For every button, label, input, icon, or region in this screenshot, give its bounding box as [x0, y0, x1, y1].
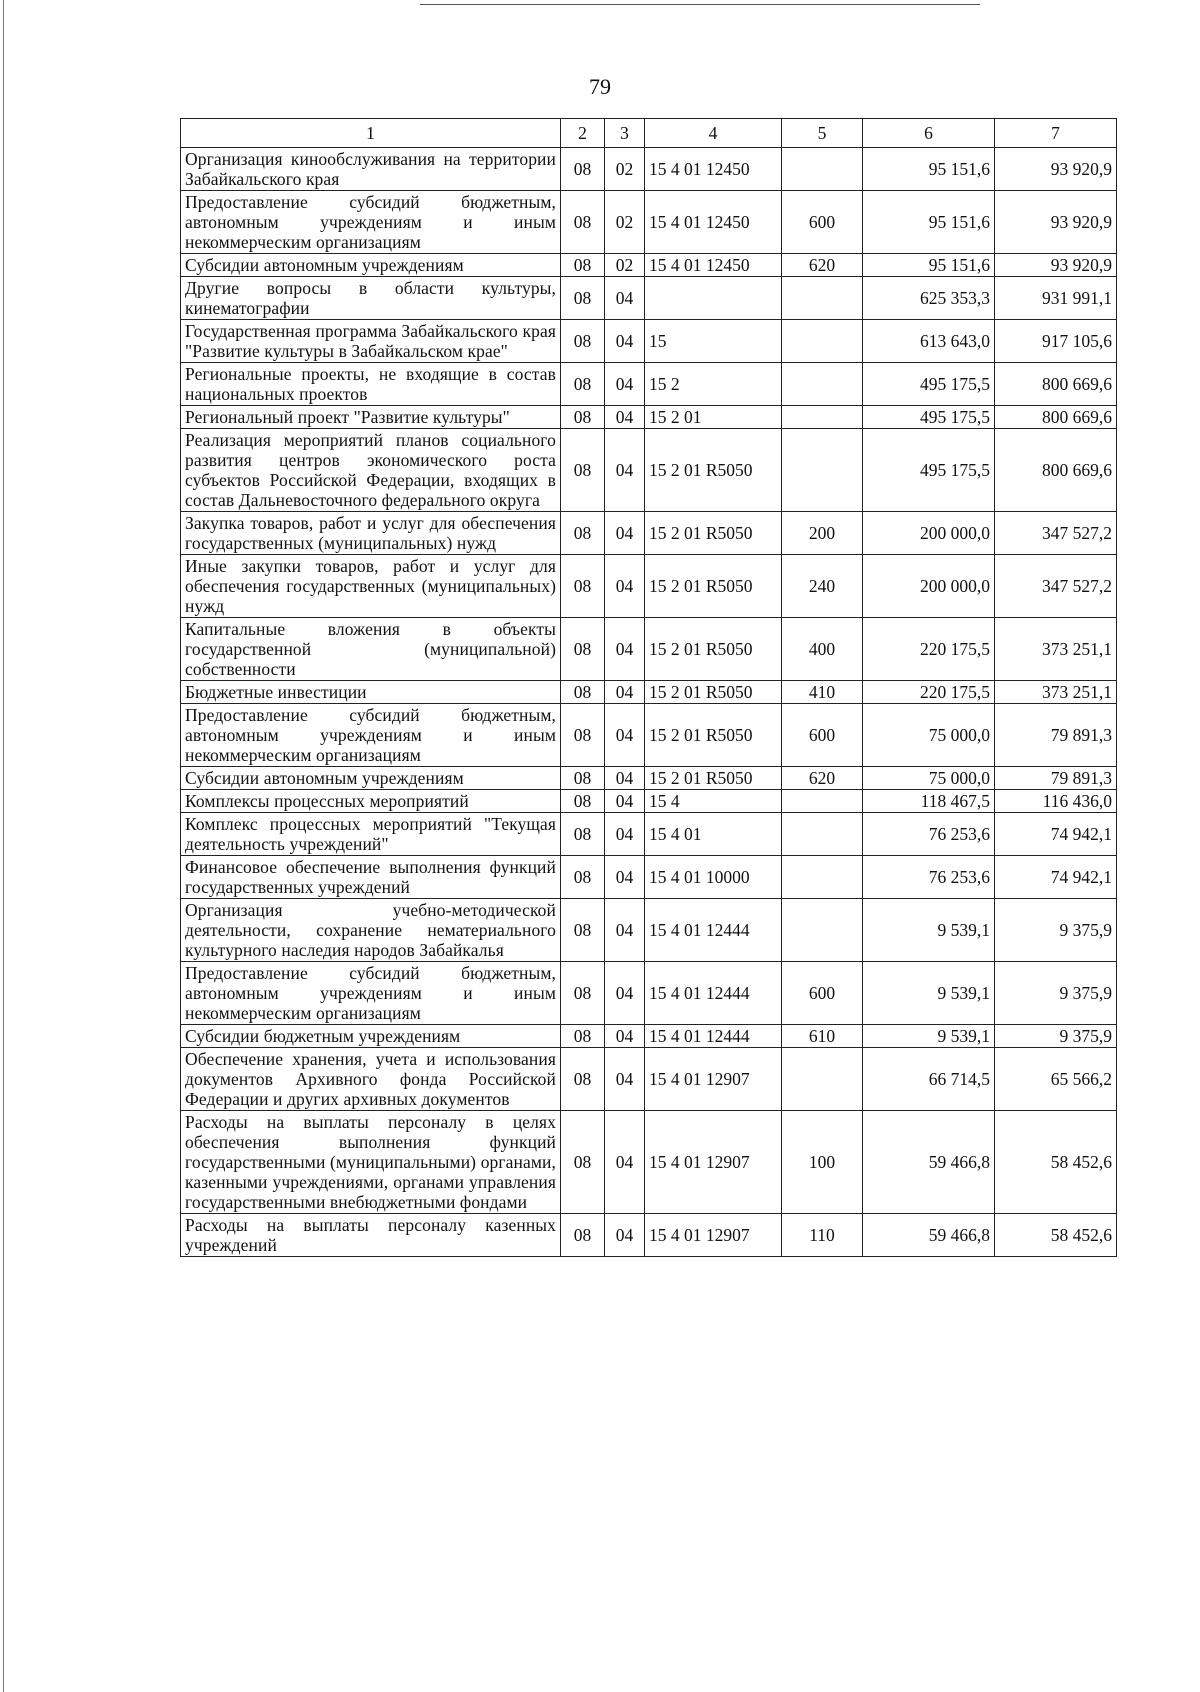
cell-amount-1: 66 714,5	[863, 1048, 995, 1111]
scan-edge-left	[3, 0, 4, 1692]
cell-amount-1: 75 000,0	[863, 767, 995, 790]
cell-subsection: 04	[605, 363, 645, 406]
cell-amount-2: 800 669,6	[995, 406, 1117, 429]
cell-amount-1: 220 175,5	[863, 618, 995, 681]
cell-target-article: 15 4 01	[645, 813, 782, 856]
cell-target-article: 15 2 01 R5050	[645, 618, 782, 681]
cell-target-article: 15 4 01 12444	[645, 962, 782, 1025]
cell-subsection: 04	[605, 1111, 645, 1214]
table-row	[181, 681, 1117, 704]
cell-name: Другие вопросы в области культуры, кинематографии	[181, 277, 561, 320]
cell-subsection: 04	[605, 1048, 645, 1111]
cell-name: Расходы на выплаты персоналу казенных учреждений	[181, 1214, 561, 1257]
cell-expense-type: 410	[782, 681, 863, 704]
table-row	[181, 277, 1117, 320]
cell-name: Расходы на выплаты персоналу в целях обеспечения выполнения функций государственными (муниципальными) органами, казенными учреждениями, органами управления государственными внебюджетными фондами	[181, 1111, 561, 1214]
cell-name: Обеспечение хранения, учета и использования документов Архивного фонда Российской Федерации и других архивных документов	[181, 1048, 561, 1111]
cell-section: 08	[561, 681, 605, 704]
cell-expense-type: 110	[782, 1214, 863, 1257]
table-row	[181, 512, 1117, 555]
table-row	[181, 856, 1117, 899]
cell-amount-1: 118 467,5	[863, 790, 995, 813]
header-row	[181, 119, 1117, 148]
cell-name: Субсидии бюджетным учреждениям	[181, 1025, 561, 1048]
cell-subsection: 04	[605, 1214, 645, 1257]
cell-expense-type: 400	[782, 618, 863, 681]
cell-amount-1: 495 175,5	[863, 406, 995, 429]
table-row	[181, 813, 1117, 856]
table-row	[181, 1025, 1117, 1048]
cell-amount-2: 93 920,9	[995, 191, 1117, 254]
page-number: 79	[589, 74, 611, 99]
cell-amount-1: 59 466,8	[863, 1111, 995, 1214]
cell-target-article: 15 2 01 R5050	[645, 767, 782, 790]
cell-name: Государственная программа Забайкальского края "Развитие культуры в Забайкальском крае"	[181, 320, 561, 363]
cell-name: Закупка товаров, работ и услуг для обеспечения государственных (муниципальных) нужд	[181, 512, 561, 555]
cell-name: Финансовое обеспечение выполнения функций государственных учреждений	[181, 856, 561, 899]
cell-subsection: 04	[605, 512, 645, 555]
cell-amount-2: 58 452,6	[995, 1111, 1117, 1214]
cell-amount-2: 58 452,6	[995, 1214, 1117, 1257]
cell-expense-type	[782, 856, 863, 899]
cell-name: Региональный проект "Развитие культуры"	[181, 406, 561, 429]
cell-target-article: 15 4 01 10000	[645, 856, 782, 899]
cell-amount-1: 9 539,1	[863, 962, 995, 1025]
table-row	[181, 1048, 1117, 1111]
cell-section: 08	[561, 962, 605, 1025]
table-row	[181, 618, 1117, 681]
cell-subsection: 04	[605, 406, 645, 429]
cell-amount-1: 95 151,6	[863, 191, 995, 254]
cell-subsection: 04	[605, 790, 645, 813]
cell-section: 08	[561, 767, 605, 790]
cell-expense-type: 240	[782, 555, 863, 618]
cell-subsection: 02	[605, 254, 645, 277]
table-row	[181, 555, 1117, 618]
cell-section: 08	[561, 856, 605, 899]
cell-expense-type: 600	[782, 191, 863, 254]
cell-expense-type: 620	[782, 767, 863, 790]
cell-section: 08	[561, 618, 605, 681]
cell-subsection: 04	[605, 767, 645, 790]
cell-section: 08	[561, 899, 605, 962]
table-header	[181, 119, 1117, 148]
cell-name: Предоставление субсидий бюджетным, автономным учреждениям и иным некоммерческим организациям	[181, 191, 561, 254]
cell-target-article: 15 2 01 R5050	[645, 681, 782, 704]
cell-amount-1: 200 000,0	[863, 555, 995, 618]
cell-name: Реализация мероприятий планов социального развития центров экономического роста субъектов Российской Федерации, входящих в состав Дальневосточного федерального округа	[181, 429, 561, 512]
cell-amount-2: 79 891,3	[995, 704, 1117, 767]
cell-amount-2: 931 991,1	[995, 277, 1117, 320]
cell-expense-type: 600	[782, 962, 863, 1025]
cell-subsection: 04	[605, 813, 645, 856]
cell-expense-type	[782, 790, 863, 813]
cell-section: 08	[561, 1214, 605, 1257]
cell-subsection: 04	[605, 320, 645, 363]
cell-expense-type: 100	[782, 1111, 863, 1214]
cell-amount-1: 9 539,1	[863, 1025, 995, 1048]
table-row	[181, 191, 1117, 254]
cell-amount-2: 800 669,6	[995, 363, 1117, 406]
cell-target-article: 15 4 01 12450	[645, 148, 782, 191]
cell-amount-1: 75 000,0	[863, 704, 995, 767]
cell-target-article: 15 4	[645, 790, 782, 813]
cell-target-article: 15	[645, 320, 782, 363]
cell-amount-2: 74 942,1	[995, 813, 1117, 856]
cell-amount-1: 59 466,8	[863, 1214, 995, 1257]
cell-amount-1: 76 253,6	[863, 856, 995, 899]
cell-name: Предоставление субсидий бюджетным, автономным учреждениям и иным некоммерческим организациям	[181, 704, 561, 767]
cell-amount-2: 373 251,1	[995, 618, 1117, 681]
table-row	[181, 704, 1117, 767]
cell-amount-1: 613 643,0	[863, 320, 995, 363]
cell-amount-1: 95 151,6	[863, 254, 995, 277]
cell-name: Бюджетные инвестиции	[181, 681, 561, 704]
cell-expense-type	[782, 813, 863, 856]
cell-target-article: 15 4 01 12907	[645, 1111, 782, 1214]
cell-name: Организация учебно-методической деятельности, сохранение нематериального культурного наследия народов Забайкалья	[181, 899, 561, 962]
cell-name: Региональные проекты, не входящие в состав национальных проектов	[181, 363, 561, 406]
cell-section: 08	[561, 406, 605, 429]
cell-amount-2: 9 375,9	[995, 962, 1117, 1025]
cell-target-article: 15 4 01 12444	[645, 899, 782, 962]
cell-subsection: 04	[605, 555, 645, 618]
cell-expense-type: 600	[782, 704, 863, 767]
table-row	[181, 320, 1117, 363]
cell-expense-type	[782, 277, 863, 320]
cell-subsection: 04	[605, 618, 645, 681]
cell-section: 08	[561, 191, 605, 254]
table-body	[181, 148, 1117, 1257]
table-row	[181, 148, 1117, 191]
cell-target-article: 15 4 01 12450	[645, 191, 782, 254]
cell-amount-2: 116 436,0	[995, 790, 1117, 813]
cell-amount-2: 65 566,2	[995, 1048, 1117, 1111]
cell-amount-2: 9 375,9	[995, 1025, 1117, 1048]
header-col-1: 1	[181, 119, 561, 148]
cell-section: 08	[561, 1111, 605, 1214]
cell-amount-2: 79 891,3	[995, 767, 1117, 790]
cell-target-article: 15 2 01 R5050	[645, 512, 782, 555]
cell-section: 08	[561, 429, 605, 512]
cell-name: Предоставление субсидий бюджетным, автономным учреждениям и иным некоммерческим организациям	[181, 962, 561, 1025]
cell-expense-type	[782, 320, 863, 363]
cell-target-article	[645, 277, 782, 320]
cell-name: Субсидии автономным учреждениям	[181, 767, 561, 790]
table-row	[181, 767, 1117, 790]
table-row	[181, 899, 1117, 962]
cell-subsection: 04	[605, 681, 645, 704]
table-row	[181, 406, 1117, 429]
cell-target-article: 15 2 01 R5050	[645, 704, 782, 767]
cell-expense-type	[782, 429, 863, 512]
cell-amount-2: 347 527,2	[995, 555, 1117, 618]
cell-section: 08	[561, 277, 605, 320]
cell-section: 08	[561, 555, 605, 618]
cell-amount-2: 373 251,1	[995, 681, 1117, 704]
cell-subsection: 04	[605, 962, 645, 1025]
cell-name: Капитальные вложения в объекты государственной (муниципальной) собственности	[181, 618, 561, 681]
scan-edge-top	[420, 4, 980, 5]
cell-amount-1: 495 175,5	[863, 363, 995, 406]
cell-target-article: 15 4 01 12907	[645, 1048, 782, 1111]
cell-name: Комплекс процессных мероприятий "Текущая деятельность учреждений"	[181, 813, 561, 856]
cell-expense-type	[782, 363, 863, 406]
cell-amount-2: 917 105,6	[995, 320, 1117, 363]
cell-amount-1: 95 151,6	[863, 148, 995, 191]
cell-amount-2: 9 375,9	[995, 899, 1117, 962]
cell-section: 08	[561, 363, 605, 406]
cell-name: Иные закупки товаров, работ и услуг для обеспечения государственных (муниципальных) нужд	[181, 555, 561, 618]
cell-target-article: 15 2 01	[645, 406, 782, 429]
header-col-7: 7	[995, 119, 1117, 148]
cell-amount-2: 800 669,6	[995, 429, 1117, 512]
cell-target-article: 15 2 01 R5050	[645, 555, 782, 618]
cell-section: 08	[561, 512, 605, 555]
table-row	[181, 790, 1117, 813]
cell-expense-type	[782, 148, 863, 191]
table-row	[181, 254, 1117, 277]
cell-amount-1: 200 000,0	[863, 512, 995, 555]
cell-target-article: 15 4 01 12450	[645, 254, 782, 277]
budget-table	[180, 118, 1117, 1257]
cell-amount-2: 93 920,9	[995, 148, 1117, 191]
cell-target-article: 15 4 01 12907	[645, 1214, 782, 1257]
cell-subsection: 02	[605, 191, 645, 254]
table-row	[181, 962, 1117, 1025]
table-row	[181, 429, 1117, 512]
header-col-5: 5	[782, 119, 863, 148]
header-col-3: 3	[605, 119, 645, 148]
cell-subsection: 04	[605, 704, 645, 767]
cell-amount-1: 495 175,5	[863, 429, 995, 512]
cell-expense-type	[782, 899, 863, 962]
cell-amount-1: 625 353,3	[863, 277, 995, 320]
header-col-6: 6	[863, 119, 995, 148]
cell-target-article: 15 2	[645, 363, 782, 406]
cell-expense-type: 200	[782, 512, 863, 555]
cell-amount-1: 9 539,1	[863, 899, 995, 962]
cell-target-article: 15 2 01 R5050	[645, 429, 782, 512]
table-row	[181, 1111, 1117, 1214]
cell-expense-type: 610	[782, 1025, 863, 1048]
header-col-4: 4	[645, 119, 782, 148]
cell-expense-type	[782, 1048, 863, 1111]
cell-subsection: 04	[605, 429, 645, 512]
cell-section: 08	[561, 1048, 605, 1111]
cell-expense-type	[782, 406, 863, 429]
cell-section: 08	[561, 1025, 605, 1048]
cell-section: 08	[561, 320, 605, 363]
cell-amount-2: 347 527,2	[995, 512, 1117, 555]
cell-section: 08	[561, 254, 605, 277]
cell-subsection: 04	[605, 856, 645, 899]
cell-name: Комплексы процессных мероприятий	[181, 790, 561, 813]
cell-amount-2: 93 920,9	[995, 254, 1117, 277]
cell-subsection: 02	[605, 148, 645, 191]
cell-section: 08	[561, 704, 605, 767]
cell-subsection: 04	[605, 277, 645, 320]
cell-amount-1: 76 253,6	[863, 813, 995, 856]
cell-amount-2: 74 942,1	[995, 856, 1117, 899]
cell-section: 08	[561, 790, 605, 813]
cell-subsection: 04	[605, 899, 645, 962]
cell-amount-1: 220 175,5	[863, 681, 995, 704]
cell-name: Организация кинообслуживания на территории Забайкальского края	[181, 148, 561, 191]
cell-target-article: 15 4 01 12444	[645, 1025, 782, 1048]
cell-section: 08	[561, 813, 605, 856]
cell-expense-type: 620	[782, 254, 863, 277]
header-col-2: 2	[561, 119, 605, 148]
table-row	[181, 1214, 1117, 1257]
cell-section: 08	[561, 148, 605, 191]
cell-subsection: 04	[605, 1025, 645, 1048]
cell-name: Субсидии автономным учреждениям	[181, 254, 561, 277]
table-row	[181, 363, 1117, 406]
